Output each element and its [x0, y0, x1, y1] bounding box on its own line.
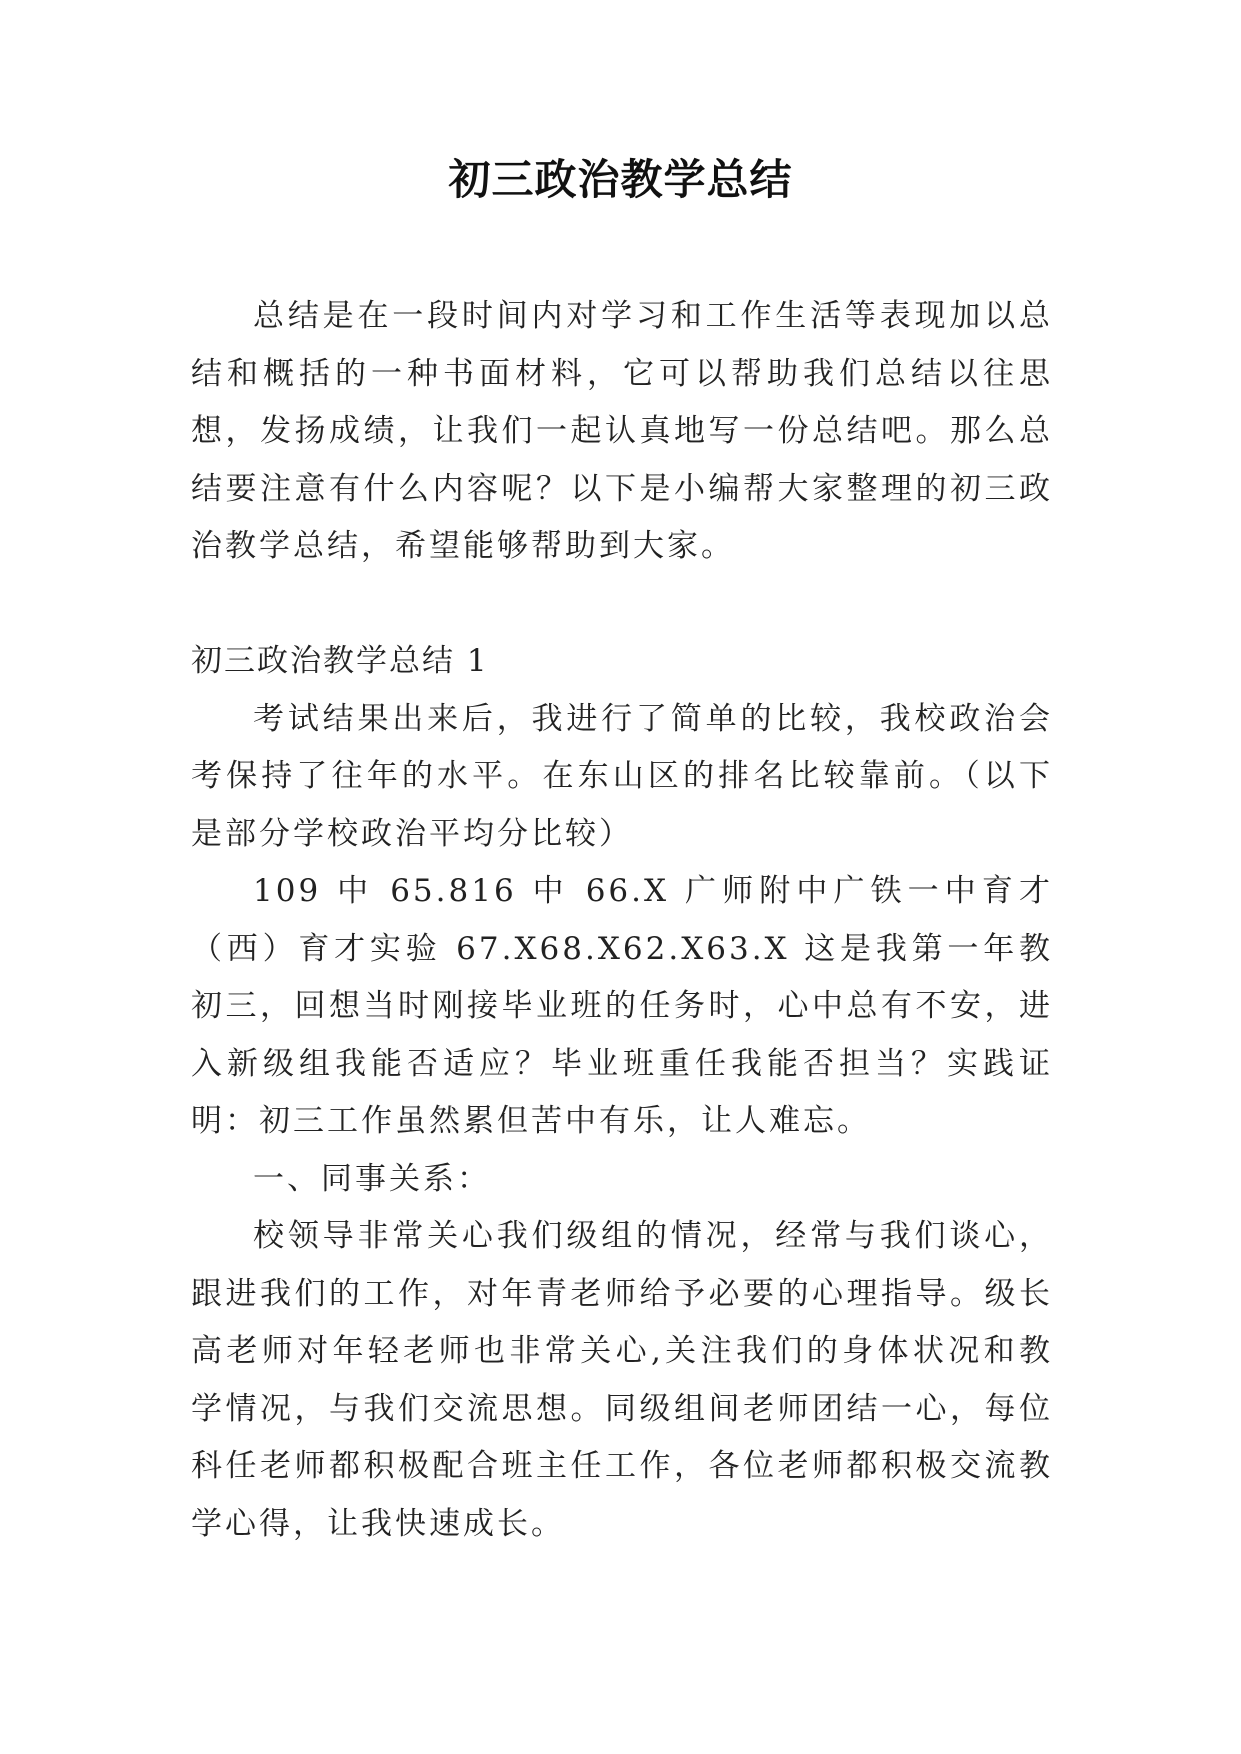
subheading-paragraph: 一、同事关系：: [253, 1160, 491, 1197]
body-paragraph: 109 中 65.816 中 66.X 广师附中广铁一中育才（西）育才实验 67.X68.X62.X63.X 这是我第一年教初三，回想当时刚接毕业班的任务时，心中总有不安，进入新级组我能否适应？毕业班重任我能否担当？实践证明：初三工作虽然累但苦中有乐，让人难忘。: [191, 873, 1053, 1139]
body-paragraph: 考试结果出来后，我进行了简单的比较，我校政治会考保持了往年的水平。在东山区的排名比较靠前。（以下是部分学校政治平均分比较）: [191, 700, 1053, 852]
document-title: 初三政治教学总结: [448, 155, 793, 204]
section-heading: 初三政治教学总结 1: [191, 643, 489, 679]
intro-paragraph: 总结是在一段时间内对学习和工作生活等表现加以总结和概括的一种书面材料，它可以帮助我们总结以往思想，发扬成绩，让我们一起认真地写一份总结吧。那么总结要注意有什么内容呢？以下是小编帮大家整理的初三政治教学总结，希望能够帮助到大家。: [191, 298, 1053, 564]
document-body: [191, 288, 1053, 1553]
body-paragraph: 校领导非常关心我们级组的情况，经常与我们谈心，跟进我们的工作，对年青老师给予必要的心理指导。级长高老师对年轻老师也非常关心,关注我们的身体状况和教学情况，与我们交流思想。同级组间老师团结一心，每位科任老师都积极配合班主任工作，各位老师都积极交流教学心得，让我快速成长。: [191, 1218, 1053, 1542]
